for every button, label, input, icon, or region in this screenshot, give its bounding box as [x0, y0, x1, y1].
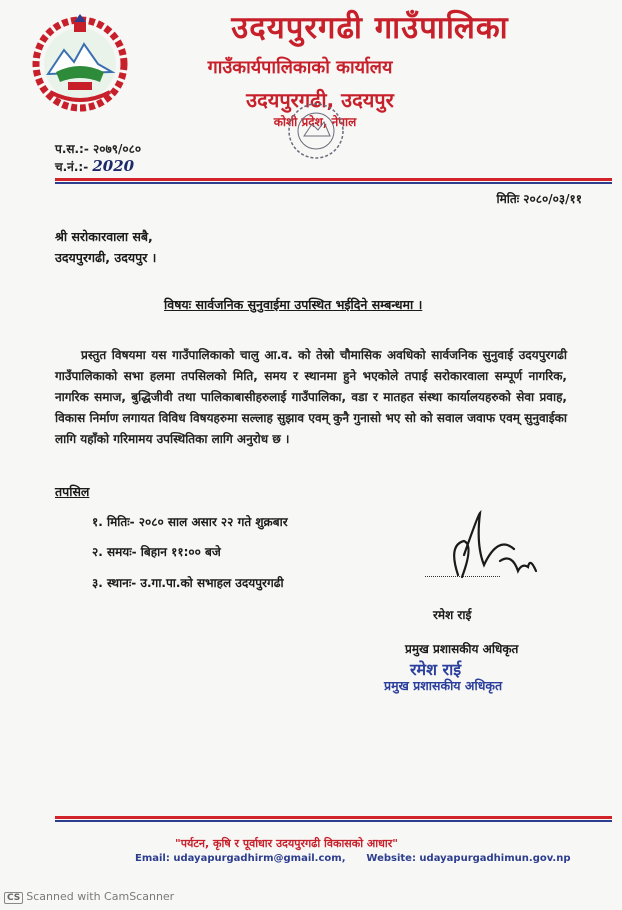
- municipality-title: उदयपुरगढी गाउँपालिका: [231, 10, 509, 46]
- seal-designation: प्रमुख प्रशासकीय अधिकृत: [384, 678, 503, 693]
- camscanner-text: Scanned with CamScanner: [26, 890, 175, 903]
- chalani-number: [55, 157, 134, 175]
- nepal-government-emblem-icon: [30, 12, 130, 112]
- letter-date: मितिः २०८०/०३/११: [496, 192, 582, 206]
- office-place: उदयपुरगढी, उदयपुर: [246, 88, 394, 112]
- signatory-name: रमेश राई: [433, 608, 472, 622]
- signatory-designation: प्रमुख प्रशासकीय अधिकृत: [405, 642, 519, 656]
- handwritten-signature-icon: [418, 505, 558, 595]
- office-province: कोशी प्रदेश, नेपाल: [273, 115, 357, 129]
- seal-name: रमेश राई: [410, 660, 462, 679]
- footer-divider-red: [55, 816, 612, 819]
- ps-value: २०७९/०८०: [93, 142, 142, 156]
- camscanner-watermark: [4, 890, 174, 904]
- tapsil-item-time: २. समयः- बिहान ११:०० बजे: [92, 545, 221, 559]
- tapsil-item-date: १. मितिः- २०८० साल असार २२ गते शुक्रबार: [92, 515, 288, 529]
- tapsil-item-venue: ३. स्थानः- उ.गा.पा.को सभाहल उदयपुरगढी: [92, 576, 284, 590]
- letter-body: प्रस्तुत विषयमा यस गाउँपालिकाको चालु आ.व. को तेस्रो चौमासिक अवधिको सार्वजनिक सुनुवाई उदयपुरगढी गाउँपालिकाको सभा हलमा तपसिलको मिति, समय र स्थानमा हुने भएकोले तपाई सरोकारवाला सम्पूर्ण नागरिक, नागरिक समाज, बुद्धिजीवी तथा पालिकाबासीहरुलाई गाउँपालिका, वडा र मातहत संस्था कार्यालयहरुको सेवा प्रवाह, विकास निर्माण लगायत विविध विषयहरुमा सल्लाह सुझाव एवम् कुनै गुनासो भए सो को सवाल जवाफ एवम् सुनुवाईका लागि यहाँको गरिमामय उपस्थितिका लागि अनुरोध छ ।: [55, 348, 567, 446]
- footer-divider-blue: [55, 820, 612, 822]
- header-divider-blue: [55, 182, 612, 184]
- office-subtitle: गाउँकार्यपालिकाको कार्यालय: [207, 57, 393, 78]
- office-stamp-icon: [286, 100, 346, 162]
- letter-subject: विषयः सार्वजनिक सुनुवाईमा उपस्थित भईदिने सम्बन्धमा ।: [164, 297, 423, 312]
- tapsil-heading: तपसिल: [55, 484, 90, 499]
- footer-slogan: "पर्यटन, कृषि र पूर्वाधार उदयपुरगढी विकासको आधार": [175, 837, 398, 850]
- addressee-line-1: श्री सरोकारवाला सबै,: [55, 229, 153, 244]
- addressee-line-2: उदयपुरगढी, उदयपुर ।: [55, 250, 157, 265]
- footer-contact: [135, 853, 571, 864]
- patra-sankhya: [55, 140, 141, 157]
- footer-email: Email: udayapurgadhirm@gmail.com,: [135, 853, 346, 864]
- cn-value: 2020: [92, 157, 135, 175]
- ps-label: प.स.:-: [55, 142, 89, 156]
- cn-label: च.नं.:-: [55, 160, 89, 174]
- header-divider-red: [55, 178, 612, 181]
- footer-website: Website: udayapurgadhimun.gov.np: [366, 853, 571, 864]
- signature-line: [425, 576, 500, 577]
- camscanner-logo-icon: CS: [4, 892, 23, 904]
